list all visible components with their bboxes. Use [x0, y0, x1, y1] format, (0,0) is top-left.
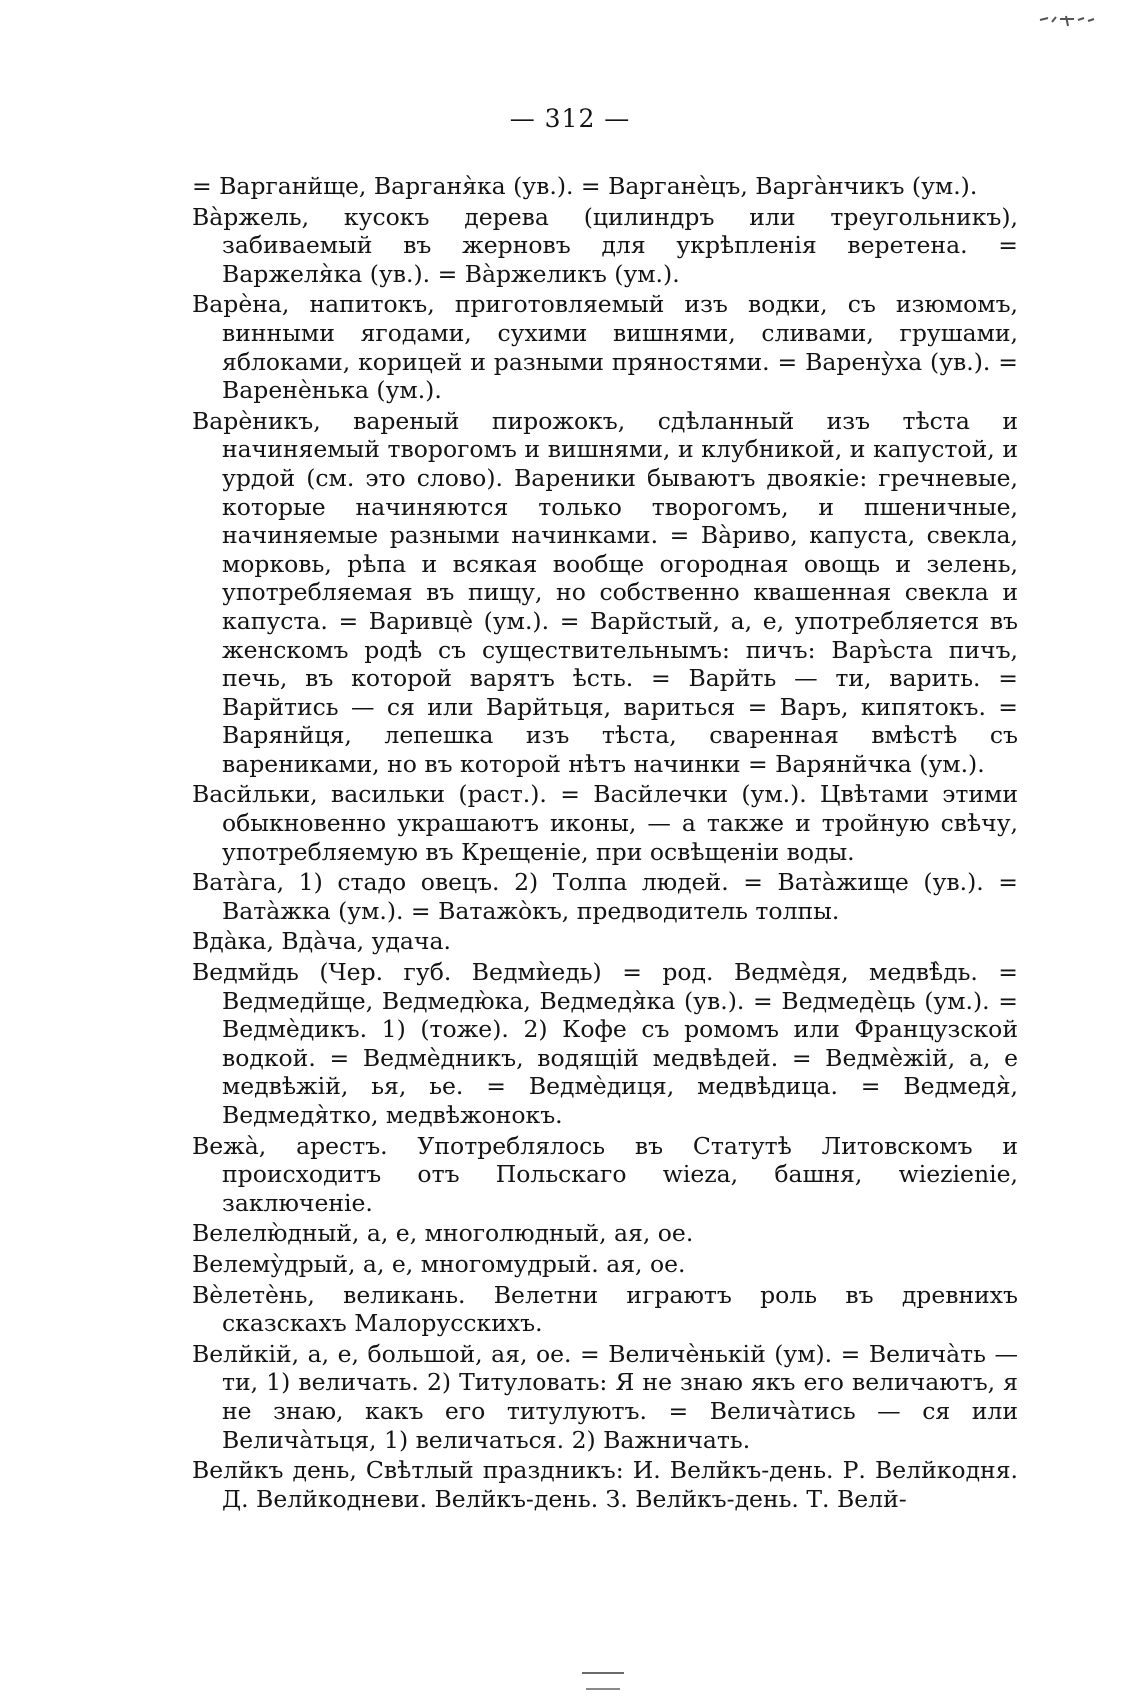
entry-veleten: Вѐлетѐнь, великань. Велетни играютъ роль въ древнихъ сказскахъ Малорусскихъ.	[192, 1280, 1018, 1338]
entry-vataga: Вата̀га, 1) стадо овецъ. 2) Толпа людей. = Вата̀жище (ув.). = Вата̀жка (ум.). = Ватажо̀къ, предводитель толпы.	[192, 868, 1018, 925]
entry-varzhel: Ва̀ржель, кусокъ дерева (цилиндръ или треугольникъ), забиваемый въ жерновъ для укрѣпленія веретена. = Варжеля̀ка (ув.). = Ва̀ржеликъ (ум.).	[192, 202, 1018, 288]
entry-vdaka: Вда̀ка, Вда̀ча, удача.	[192, 927, 451, 956]
entry-vasilki: Васйльки, васильки (раст.). = Васйлечки (ум.). Цвѣтами этими обыкновенно украшаютъ иконы, — а также и тройную свѣчу, употребляемую въ Крещеніе, при освѣщеніи воды.	[192, 780, 1018, 866]
entry-velikiy: Велйкій, а, е, большой, ая, ое. = Величѐнькій (ум). = Велича̀ть — ти, 1) величать. 2) Титуловать: Я не знаю якъ его величаютъ, я не знаю, какъ его титулуютъ. = Велича̀тись — ся или Велича̀тьця, 1) величаться. 2) Важничать.	[192, 1339, 1018, 1454]
entry-velik-den: Велйкъ день, Свѣтлый праздникъ: И. Велйкъ-день. Р. Велйкодня. Д. Велйкодневи. Велйкъ-день. З. Велйкъ-день. Т. Велй-	[192, 1456, 1018, 1513]
entry-vezha: Вежа̀, арестъ. Употреблялось въ Статутѣ Литовскомъ и происходитъ отъ Польскаго wieza, башня, wiezienie, заключеніе.	[192, 1131, 1018, 1217]
entry-varena: Варѐна, напитокъ, приготовляемый изъ водки, съ изюмомъ, винными ягодами, сухими вишнями, сливами, грушами, яблоками, корицей и разными пряностями. = Варену̀ха (ув.). = Варенѐнька (ум.).	[192, 290, 1018, 405]
bottom-rule	[582, 1672, 624, 1674]
bottom-rule-secondary	[586, 1688, 620, 1690]
entry-veleludny: Велелю̀дный, а, е, многолюдный, ая, ое.	[192, 1219, 694, 1248]
scan-mark-icon	[1038, 14, 1096, 28]
dictionary-column	[192, 172, 1018, 1515]
page-number: — 312 —	[509, 104, 631, 133]
entry-vedmid: Ведмйдь (Чер. губ. Ведмѝедь) = род. Ведмѐдя, медвѣ̀дь. = Ведмедйще, Ведмедю̀ка, Ведмедя̀ка (ув.). = Ведмедѐць (ум.). = Ведмѐдикъ. 1) (тоже). 2) Кофе съ ромомъ или Французской водкой. = Ведмѐдникъ, водящій медвѣдей. = Ведмѐжій, а, е медвѣжій, ья, ье. = Ведмѐдиця, медвѣдица. = Ведмедя̀, Ведмедя̀тко, медвѣжонокъ.	[192, 958, 1018, 1129]
entry-varganishche: = Варганйще, Варганя̀ка (ув.). = Варганѐцъ, Варга̀нчикъ (ум.).	[192, 172, 978, 200]
entry-varenik: Варѐникъ, вареный пирожокъ, сдѣланный изъ тѣста и начиняемый творогомъ и вишнями, и клубникой, и капустой, и урдой (см. это слово). Вареники бываютъ двоякіе: гречневые, которые начиняются только творогомъ, и пшеничные, начиняемые разными начинками. = Ва̀риво, капуста, свекла, морковь, рѣпа и всякая вообще огородная овощь и зелень, употребляемая въ пищу, но собственно квашенная свекла и капуста. = Варивцѐ (ум.). = Варйстый, а, е, употребляется въ женскомъ родѣ съ существительнымъ: пичъ: Варъ̀ста пичъ, печь, въ которой варятъ ѣсть. = Варйть — ти, варить. = Варйтись — ся или Варйтьця, вариться = Варъ, кипятокъ. = Варянйця, лепешка изъ тѣста, сваренная вмѣстѣ съ варениками, но въ которой нѣтъ начинки = Варянйчка (ум.).	[192, 406, 1018, 778]
entry-velemudry: Велему̀дрый, а, е, многомудрый. ая, ое.	[192, 1249, 686, 1278]
